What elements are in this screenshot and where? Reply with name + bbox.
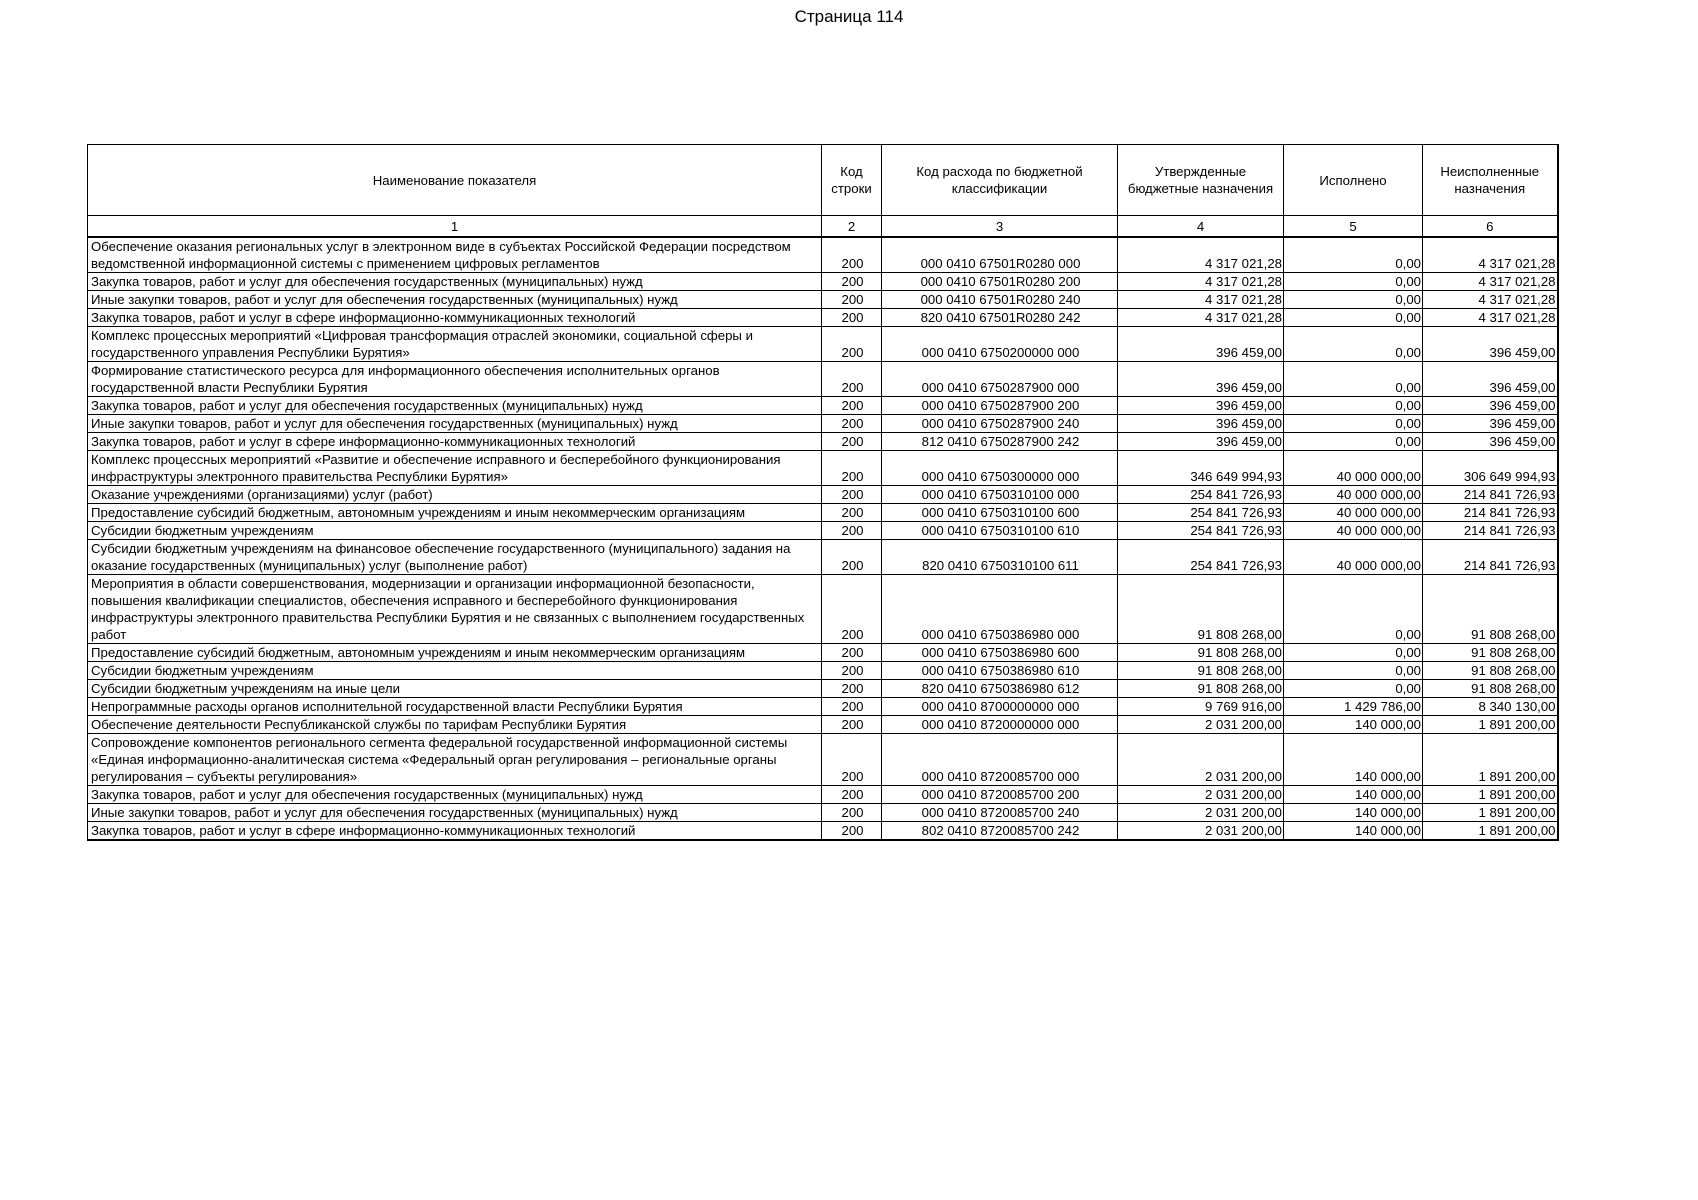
approved-amount-cell: 2 031 200,00 <box>1118 822 1284 841</box>
expense-code-cell: 000 0410 6750300000 000 <box>882 451 1118 486</box>
table-row <box>88 698 1558 716</box>
expense-code-cell: 812 0410 6750287900 242 <box>882 433 1118 451</box>
indicator-name-cell: Непрограммные расходы органов исполнительной государственной власти Республики Бурятия <box>88 698 822 716</box>
table-row <box>88 786 1558 804</box>
expense-code-cell: 000 0410 6750310100 000 <box>882 486 1118 504</box>
header-unexecuted: Неисполненные назначения <box>1423 145 1558 216</box>
indicator-name-cell: Предоставление субсидий бюджетным, автономным учреждениям и иным некоммерческим организациям <box>88 504 822 522</box>
expense-code-cell: 000 0410 67501R0280 240 <box>882 291 1118 309</box>
executed-amount-cell: 0,00 <box>1284 415 1423 433</box>
table-row <box>88 451 1558 486</box>
executed-amount-cell: 140 000,00 <box>1284 804 1423 822</box>
table-row <box>88 327 1558 362</box>
expense-code-cell: 000 0410 6750287900 000 <box>882 362 1118 397</box>
approved-amount-cell: 2 031 200,00 <box>1118 786 1284 804</box>
page-title: Страница 114 <box>794 7 904 26</box>
table-row <box>88 362 1558 397</box>
expense-code-cell: 000 0410 6750386980 610 <box>882 662 1118 680</box>
indicator-name-cell: Обеспечение оказания региональных услуг в электронном виде в субъектах Российской Федерации посредством ведомственной информационной системы с применением цифровых регламентов <box>88 237 822 273</box>
column-number: 6 <box>1423 216 1558 238</box>
table-row <box>88 804 1558 822</box>
approved-amount-cell: 4 317 021,28 <box>1118 273 1284 291</box>
unexecuted-amount-cell: 214 841 726,93 <box>1423 504 1558 522</box>
unexecuted-amount-cell: 214 841 726,93 <box>1423 540 1558 575</box>
executed-amount-cell: 0,00 <box>1284 433 1423 451</box>
unexecuted-amount-cell: 4 317 021,28 <box>1423 309 1558 327</box>
indicator-name-cell: Комплекс процессных мероприятий «Развитие и обеспечение исправного и бесперебойного функционирования инфраструктуры электронного правительства Республики Бурятия» <box>88 451 822 486</box>
indicator-name-cell: Закупка товаров, работ и услуг для обеспечения государственных (муниципальных) нужд <box>88 397 822 415</box>
approved-amount-cell: 396 459,00 <box>1118 362 1284 397</box>
unexecuted-amount-cell: 8 340 130,00 <box>1423 698 1558 716</box>
header-expense-code: Код расхода по бюджетной классификации <box>882 145 1118 216</box>
executed-amount-cell: 40 000 000,00 <box>1284 486 1423 504</box>
unexecuted-amount-cell: 91 808 268,00 <box>1423 575 1558 644</box>
line-code-cell: 200 <box>822 397 882 415</box>
unexecuted-amount-cell: 396 459,00 <box>1423 415 1558 433</box>
table-body <box>88 237 1558 840</box>
table-row <box>88 237 1558 273</box>
unexecuted-amount-cell: 1 891 200,00 <box>1423 734 1558 786</box>
approved-amount-cell: 396 459,00 <box>1118 327 1284 362</box>
table-header <box>88 145 1558 238</box>
approved-amount-cell: 396 459,00 <box>1118 433 1284 451</box>
indicator-name-cell: Обеспечение деятельности Республиканской службы по тарифам Республики Бурятия <box>88 716 822 734</box>
executed-amount-cell: 0,00 <box>1284 237 1423 273</box>
table-row <box>88 486 1558 504</box>
executed-amount-cell: 0,00 <box>1284 397 1423 415</box>
table-row <box>88 680 1558 698</box>
indicator-name-cell: Иные закупки товаров, работ и услуг для обеспечения государственных (муниципальных) нужд <box>88 804 822 822</box>
approved-amount-cell: 254 841 726,93 <box>1118 504 1284 522</box>
expense-code-cell: 000 0410 6750386980 600 <box>882 644 1118 662</box>
unexecuted-amount-cell: 4 317 021,28 <box>1423 291 1558 309</box>
executed-amount-cell: 0,00 <box>1284 362 1423 397</box>
unexecuted-amount-cell: 4 317 021,28 <box>1423 273 1558 291</box>
expense-code-cell: 000 0410 6750310100 610 <box>882 522 1118 540</box>
line-code-cell: 200 <box>822 504 882 522</box>
line-code-cell: 200 <box>822 451 882 486</box>
unexecuted-amount-cell: 214 841 726,93 <box>1423 522 1558 540</box>
executed-amount-cell: 140 000,00 <box>1284 822 1423 841</box>
line-code-cell: 200 <box>822 486 882 504</box>
table-row <box>88 575 1558 644</box>
approved-amount-cell: 91 808 268,00 <box>1118 680 1284 698</box>
approved-amount-cell: 254 841 726,93 <box>1118 486 1284 504</box>
expense-code-cell: 000 0410 8720085700 200 <box>882 786 1118 804</box>
line-code-cell: 200 <box>822 433 882 451</box>
approved-amount-cell: 91 808 268,00 <box>1118 644 1284 662</box>
table-row <box>88 822 1558 841</box>
executed-amount-cell: 40 000 000,00 <box>1284 451 1423 486</box>
line-code-cell: 200 <box>822 362 882 397</box>
expense-code-cell: 000 0410 6750386980 000 <box>882 575 1118 644</box>
approved-amount-cell: 254 841 726,93 <box>1118 540 1284 575</box>
executed-amount-cell: 0,00 <box>1284 273 1423 291</box>
indicator-name-cell: Субсидии бюджетным учреждениям <box>88 522 822 540</box>
line-code-cell: 200 <box>822 698 882 716</box>
indicator-name-cell: Предоставление субсидий бюджетным, автономным учреждениям и иным некоммерческим организациям <box>88 644 822 662</box>
table-row <box>88 662 1558 680</box>
table-row <box>88 291 1558 309</box>
line-code-cell: 200 <box>822 680 882 698</box>
expense-code-cell: 000 0410 6750310100 600 <box>882 504 1118 522</box>
approved-amount-cell: 2 031 200,00 <box>1118 734 1284 786</box>
expense-code-cell: 000 0410 6750287900 240 <box>882 415 1118 433</box>
column-number: 4 <box>1118 216 1284 238</box>
line-code-cell: 200 <box>822 822 882 841</box>
expense-code-cell: 000 0410 6750287900 200 <box>882 397 1118 415</box>
indicator-name-cell: Мероприятия в области совершенствования, модернизации и организации информационной безопасности, повышения квалификации специалистов, обеспечения исправного и бесперебойного функционирования инфраструктуры электронного правительства Республики Бурятия и не связанных с выполнением государственных работ <box>88 575 822 644</box>
executed-amount-cell: 1 429 786,00 <box>1284 698 1423 716</box>
line-code-cell: 200 <box>822 273 882 291</box>
indicator-name-cell: Субсидии бюджетным учреждениям на финансовое обеспечение государственного (муниципального) задания на оказание государственных (муниципальных) услуг (выполнение работ) <box>88 540 822 575</box>
unexecuted-amount-cell: 91 808 268,00 <box>1423 644 1558 662</box>
executed-amount-cell: 140 000,00 <box>1284 716 1423 734</box>
approved-amount-cell: 4 317 021,28 <box>1118 309 1284 327</box>
unexecuted-amount-cell: 1 891 200,00 <box>1423 822 1558 841</box>
approved-amount-cell: 91 808 268,00 <box>1118 662 1284 680</box>
approved-amount-cell: 396 459,00 <box>1118 397 1284 415</box>
expense-code-cell: 000 0410 6750200000 000 <box>882 327 1118 362</box>
table-row <box>88 540 1558 575</box>
executed-amount-cell: 140 000,00 <box>1284 786 1423 804</box>
line-code-cell: 200 <box>822 786 882 804</box>
indicator-name-cell: Иные закупки товаров, работ и услуг для обеспечения государственных (муниципальных) нужд <box>88 291 822 309</box>
line-code-cell: 200 <box>822 734 882 786</box>
indicator-name-cell: Закупка товаров, работ и услуг в сфере информационно-коммуникационных технологий <box>88 433 822 451</box>
approved-amount-cell: 9 769 916,00 <box>1118 698 1284 716</box>
unexecuted-amount-cell: 1 891 200,00 <box>1423 804 1558 822</box>
unexecuted-amount-cell: 396 459,00 <box>1423 397 1558 415</box>
indicator-name-cell: Закупка товаров, работ и услуг в сфере информационно-коммуникационных технологий <box>88 822 822 841</box>
unexecuted-amount-cell: 214 841 726,93 <box>1423 486 1558 504</box>
indicator-name-cell: Формирование статистического ресурса для информационного обеспечения исполнительных органов государственной власти Республики Бурятия <box>88 362 822 397</box>
approved-amount-cell: 346 649 994,93 <box>1118 451 1284 486</box>
executed-amount-cell: 0,00 <box>1284 662 1423 680</box>
indicator-name-cell: Субсидии бюджетным учреждениям <box>88 662 822 680</box>
table-row <box>88 522 1558 540</box>
line-code-cell: 200 <box>822 644 882 662</box>
indicator-name-cell: Субсидии бюджетным учреждениям на иные цели <box>88 680 822 698</box>
line-code-cell: 200 <box>822 716 882 734</box>
table-row <box>88 716 1558 734</box>
table-row <box>88 734 1558 786</box>
unexecuted-amount-cell: 4 317 021,28 <box>1423 237 1558 273</box>
approved-amount-cell: 4 317 021,28 <box>1118 291 1284 309</box>
budget-report-table <box>87 144 1559 841</box>
approved-amount-cell: 2 031 200,00 <box>1118 716 1284 734</box>
column-number: 2 <box>822 216 882 238</box>
column-number: 5 <box>1284 216 1423 238</box>
line-code-cell: 200 <box>822 327 882 362</box>
line-code-cell: 200 <box>822 540 882 575</box>
expense-code-cell: 000 0410 67501R0280 000 <box>882 237 1118 273</box>
unexecuted-amount-cell: 396 459,00 <box>1423 327 1558 362</box>
executed-amount-cell: 40 000 000,00 <box>1284 540 1423 575</box>
table-row <box>88 397 1558 415</box>
approved-amount-cell: 396 459,00 <box>1118 415 1284 433</box>
expense-code-cell: 000 0410 67501R0280 200 <box>882 273 1118 291</box>
line-code-cell: 200 <box>822 522 882 540</box>
approved-amount-cell: 2 031 200,00 <box>1118 804 1284 822</box>
unexecuted-amount-cell: 91 808 268,00 <box>1423 680 1558 698</box>
expense-code-cell: 000 0410 8720000000 000 <box>882 716 1118 734</box>
table-row <box>88 504 1558 522</box>
table-row <box>88 433 1558 451</box>
table-row <box>88 644 1558 662</box>
unexecuted-amount-cell: 91 808 268,00 <box>1423 662 1558 680</box>
column-number-row <box>88 216 1558 238</box>
executed-amount-cell: 140 000,00 <box>1284 734 1423 786</box>
unexecuted-amount-cell: 306 649 994,93 <box>1423 451 1558 486</box>
expense-code-cell: 000 0410 8720085700 000 <box>882 734 1118 786</box>
approved-amount-cell: 4 317 021,28 <box>1118 237 1284 273</box>
executed-amount-cell: 40 000 000,00 <box>1284 504 1423 522</box>
indicator-name-cell: Закупка товаров, работ и услуг для обеспечения государственных (муниципальных) нужд <box>88 273 822 291</box>
line-code-cell: 200 <box>822 237 882 273</box>
line-code-cell: 200 <box>822 662 882 680</box>
column-number: 3 <box>882 216 1118 238</box>
indicator-name-cell: Закупка товаров, работ и услуг для обеспечения государственных (муниципальных) нужд <box>88 786 822 804</box>
expense-code-cell: 000 0410 8720085700 240 <box>882 804 1118 822</box>
executed-amount-cell: 40 000 000,00 <box>1284 522 1423 540</box>
indicator-name-cell: Закупка товаров, работ и услуг в сфере информационно-коммуникационных технологий <box>88 309 822 327</box>
header-approved: Утвержденные бюджетные назначения <box>1118 145 1284 216</box>
table-row <box>88 415 1558 433</box>
line-code-cell: 200 <box>822 291 882 309</box>
column-number: 1 <box>88 216 822 238</box>
header-row <box>88 145 1558 216</box>
indicator-name-cell: Сопровождение компонентов регионального сегмента федеральной государственной информационной системы «Единая информационно-аналитическая система «Федеральный орган регулирования – региональные органы регулирования – субъекты регулирования» <box>88 734 822 786</box>
executed-amount-cell: 0,00 <box>1284 575 1423 644</box>
approved-amount-cell: 91 808 268,00 <box>1118 575 1284 644</box>
line-code-cell: 200 <box>822 415 882 433</box>
executed-amount-cell: 0,00 <box>1284 644 1423 662</box>
header-indicator-name: Наименование показателя <box>88 145 822 216</box>
table-row <box>88 309 1558 327</box>
line-code-cell: 200 <box>822 804 882 822</box>
line-code-cell: 200 <box>822 575 882 644</box>
indicator-name-cell: Комплекс процессных мероприятий «Цифровая трансформация отраслей экономики, социальной сферы и государственного управления Республики Бурятия» <box>88 327 822 362</box>
line-code-cell: 200 <box>822 309 882 327</box>
executed-amount-cell: 0,00 <box>1284 680 1423 698</box>
unexecuted-amount-cell: 396 459,00 <box>1423 362 1558 397</box>
unexecuted-amount-cell: 1 891 200,00 <box>1423 716 1558 734</box>
expense-code-cell: 820 0410 6750310100 611 <box>882 540 1118 575</box>
unexecuted-amount-cell: 1 891 200,00 <box>1423 786 1558 804</box>
expense-code-cell: 000 0410 8700000000 000 <box>882 698 1118 716</box>
expense-code-cell: 820 0410 67501R0280 242 <box>882 309 1118 327</box>
approved-amount-cell: 254 841 726,93 <box>1118 522 1284 540</box>
header-line-code: Код строки <box>822 145 882 216</box>
executed-amount-cell: 0,00 <box>1284 291 1423 309</box>
unexecuted-amount-cell: 396 459,00 <box>1423 433 1558 451</box>
header-executed: Исполнено <box>1284 145 1423 216</box>
indicator-name-cell: Оказание учреждениями (организациями) услуг (работ) <box>88 486 822 504</box>
executed-amount-cell: 0,00 <box>1284 309 1423 327</box>
table-row <box>88 273 1558 291</box>
expense-code-cell: 802 0410 8720085700 242 <box>882 822 1118 841</box>
executed-amount-cell: 0,00 <box>1284 327 1423 362</box>
expense-code-cell: 820 0410 6750386980 612 <box>882 680 1118 698</box>
indicator-name-cell: Иные закупки товаров, работ и услуг для обеспечения государственных (муниципальных) нужд <box>88 415 822 433</box>
